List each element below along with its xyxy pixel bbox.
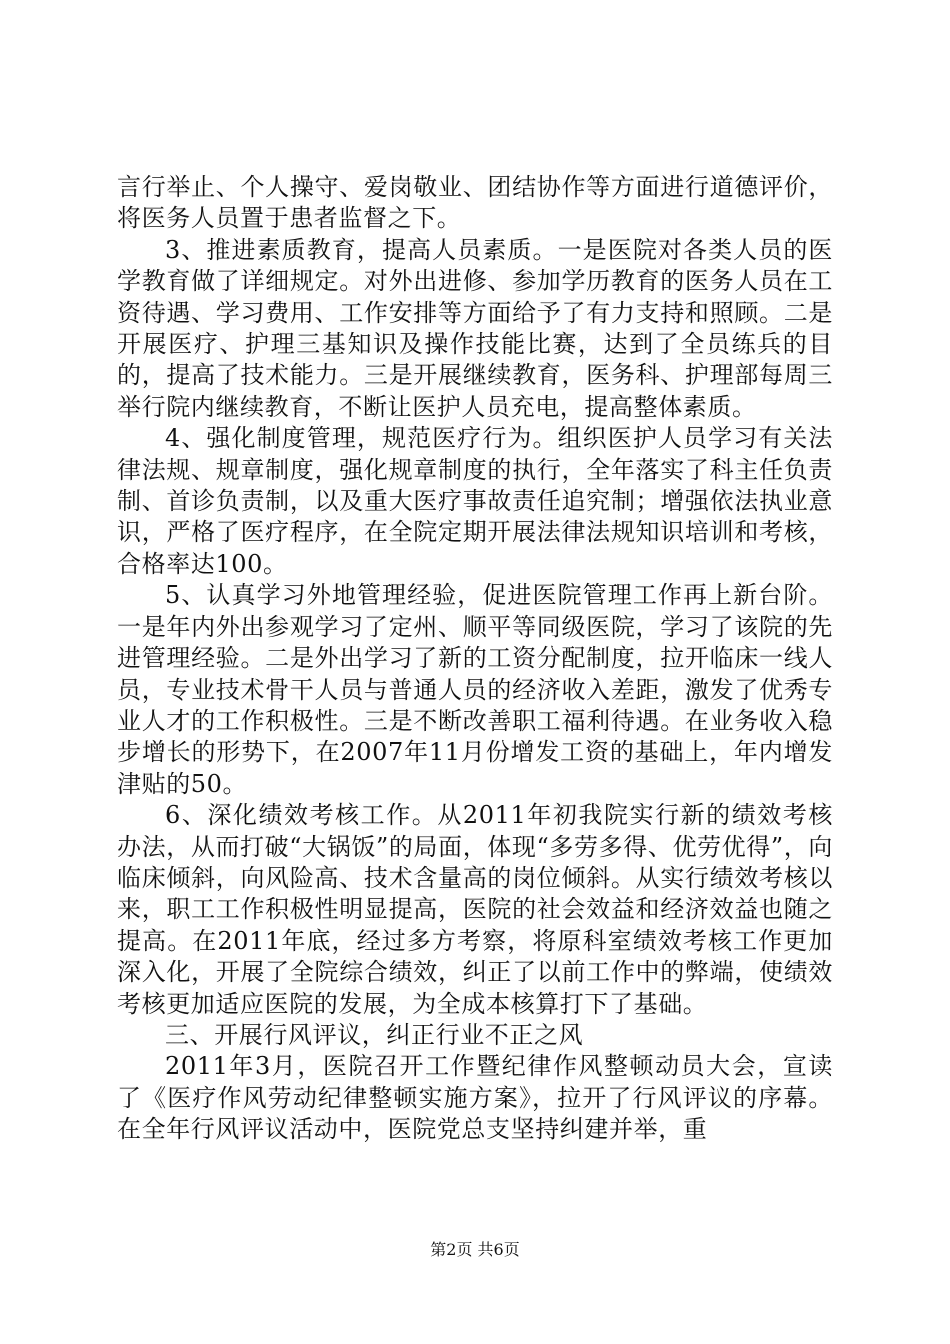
paragraph-item-4: 4、强化制度管理，规范医疗行为。组织医护人员学习有关法律法规、规章制度，强化规章制度的执行，全年落实了科主任负责制、首诊负责制，以及重大医疗事故责任追究制；增强依法执业意识，严格了医疗程序，在全院定期开展法律法规知识培训和考核，合格率达100。 [117,424,833,578]
section-heading-3: 三、开展行风评议，纠正行业不正之风 [165,1020,584,1049]
paragraph-item-6: 6、深化绩效考核工作。从2011年初我院实行新的绩效考核办法，从而打破“大锅饭”的局面，体现“多劳多得、优劳优得”，向临床倾斜，向风险高、技术含量高的岗位倾斜。从实行绩效考核以来，职工工作积极性明显提高，医院的社会效益和经济效益也随之提高。在2011年底，经过多方考察，将原科室绩效考核工作更加深入化，开展了全院综合绩效，纠正了以前工作中的弊端，使绩效考核更加适应医院的发展，为全成本核算打下了基础。 [117,801,833,1018]
paragraph-item-5: 5、认真学习外地管理经验，促进医院管理工作再上新台阶。一是年内外出参观学习了定州、顺平等同级医院，学习了该院的先进管理经验。二是外出学习了新的工资分配制度，拉开临床一线人员，专业技术骨干人员与普通人员的经济收入差距，激发了优秀专业人才的工作积极性。三是不断改善职工福利待遇。在业务收入稳步增长的形势下，在2007年11月份增发工资的基础上，年内增发津贴的50。 [117,581,833,798]
paragraph-section-3-intro: 2011年3月，医院召开工作暨纪律作风整顿动员大会，宣读了《医疗作风劳动纪律整顿实施方案》，拉开了行风评议的序幕。在全年行风评议活动中，医院党总支坚持纠建并举，重 [117,1052,833,1144]
page-number-footer: 第2页 共6页 [430,1240,520,1259]
paragraph-item-3: 3、推进素质教育，提高人员素质。一是医院对各类人员的医学教育做了详细规定。对外出进修、参加学历教育的医务人员在工资待遇、学习费用、工作安排等方面给予了有力支持和照顾。二是开展医疗、护理三基知识及操作技能比赛，达到了全员练兵的目的，提高了技术能力。三是开展继续教育，医务科、护理部每周三举行院内继续教育，不断让医护人员充电，提高整体素质。 [117,235,833,421]
document-body [117,172,833,1146]
paragraph-continuation: 言行举止、个人操守、爱岗敬业、团结协作等方面进行道德评价，将医务人员置于患者监督之下。 [117,173,833,233]
